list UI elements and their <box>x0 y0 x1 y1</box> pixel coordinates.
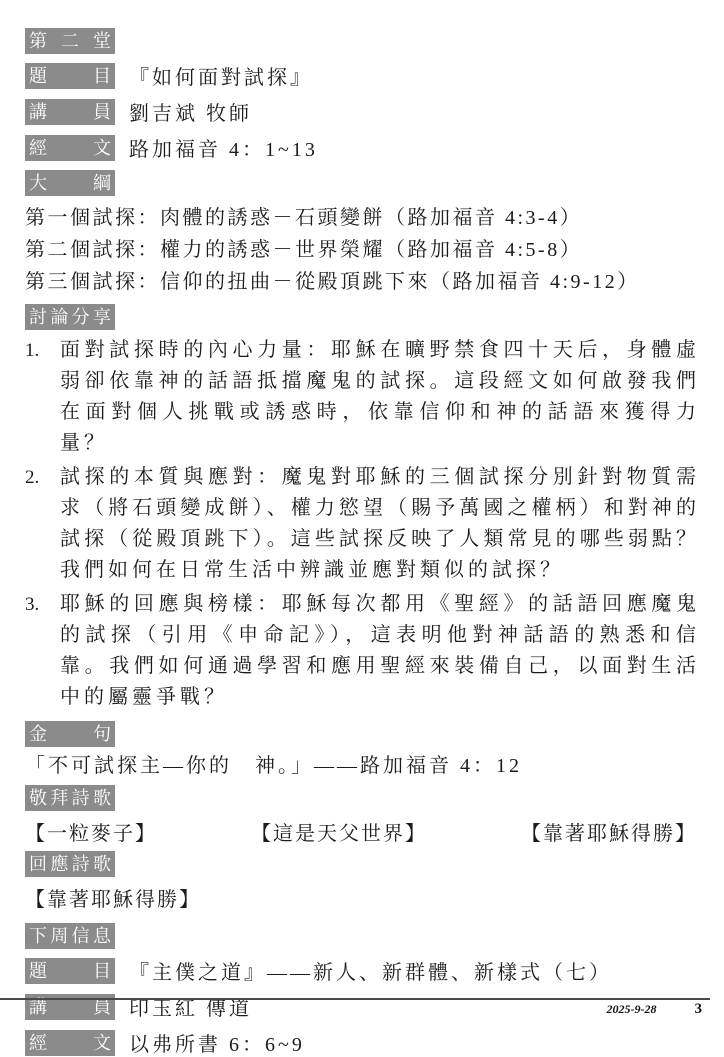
scripture-label-box: 經文 <box>25 135 115 161</box>
next-week-speaker-label-box: 講員 <box>25 994 115 1020</box>
discussion-list <box>25 335 700 713</box>
next-week-scripture-label-box: 經文 <box>25 1030 115 1056</box>
scripture-row <box>25 133 700 162</box>
discussion-item-text: 面對試探時的內心力量：耶穌在曠野禁食四十天后，身體虛弱卻依靠神的話語抵擋魔鬼的試探。這段經文如何啟發我們在面對個人挑戰或誘惑時，依靠信仰和神的話語來獲得力量？ <box>60 339 700 454</box>
response-song-label-box: 回應詩歌 <box>25 851 115 877</box>
golden-verse-text: 「不可試探主—你的 神。」——路加福音 4：12 <box>25 755 522 777</box>
outline-point: 第三個試探：信仰的扭曲－從殿頂跳下來（路加福音 4:9-12） <box>25 271 640 293</box>
discussion-item-number: 1. <box>25 340 40 361</box>
song-title: 【這是天父世界】 <box>251 823 427 845</box>
speaker-row <box>25 97 700 126</box>
discussion-item <box>25 589 700 713</box>
speaker-label-box: 講員 <box>25 99 115 125</box>
discussion-item-number: 3. <box>25 594 40 615</box>
outline-point: 第一個試探：肉體的誘惑－石頭變餅（路加福音 4:3-4） <box>25 207 583 229</box>
scripture-value: 路加福音 4：1~13 <box>129 139 318 161</box>
discussion-label-box: 討論分享 <box>25 304 115 330</box>
discussion-item-text: 試探的本質與應對：魔鬼對耶穌的三個試探分別針對物質需求（將石頭變成餅）、權力慾望（賜予萬國之權柄）和對神的試探（從殿頂跳下）。這些試探反映了人類常見的哪些弱點？我們如何在日常生活中辨識並應對類似的試探？ <box>60 466 700 581</box>
footer-text <box>0 1001 710 1018</box>
topic-value: 『如何面對試探』 <box>129 67 313 89</box>
discussion-item-text: 耶穌的回應與榜樣：耶穌每次都用《聖經》的話語回應魔鬼的試探（引用《申命記》），這表明他對神話語的熟悉和信靠。我們如何通過學習和應用聖經來裝備自己，以面對生活中的屬靈爭戰？ <box>60 593 700 708</box>
topic-label-box: 題目 <box>25 63 115 89</box>
worship-songs-label-box: 敬拜詩歌 <box>25 785 115 811</box>
outline-label-box: 大綱 <box>25 170 115 196</box>
song-title: 【一粒麥子】 <box>25 823 157 845</box>
golden-verse-label-box: 金句 <box>25 721 115 747</box>
page-footer <box>0 998 710 1018</box>
next-week-speaker-value: 印玉紅 傳道 <box>129 998 252 1020</box>
response-song-title: 【靠著耶穌得勝】 <box>25 889 201 911</box>
next-week-scripture-value: 以弗所書 6：6~9 <box>129 1034 305 1056</box>
next-week-label-box: 下周信息 <box>25 923 115 949</box>
next-week-topic-value: 『主僕之道』——新人、新群體、新樣式（七） <box>129 962 612 984</box>
sermon-outline <box>25 202 700 298</box>
discussion-item-number: 2. <box>25 467 40 488</box>
footer-page-number: 3 <box>694 1001 702 1017</box>
session-title-box: 第二堂 <box>25 28 115 54</box>
next-week-topic-label-box: 題目 <box>25 958 115 984</box>
song-title: 【靠著耶穌得勝】 <box>521 823 697 845</box>
worship-songs-list <box>25 819 697 849</box>
outline-point: 第二個試探：權力的誘惑－世界榮耀（路加福音 4:5-8） <box>25 239 583 261</box>
discussion-item <box>25 462 700 586</box>
discussion-item <box>25 335 700 459</box>
footer-date: 2025-9-28 <box>606 1002 657 1016</box>
footer-divider <box>0 998 710 1000</box>
next-week-topic-row <box>25 956 700 985</box>
speaker-value: 劉吉斌 牧師 <box>129 103 252 125</box>
next-week-scripture-row <box>25 1028 700 1057</box>
topic-row <box>25 61 700 90</box>
